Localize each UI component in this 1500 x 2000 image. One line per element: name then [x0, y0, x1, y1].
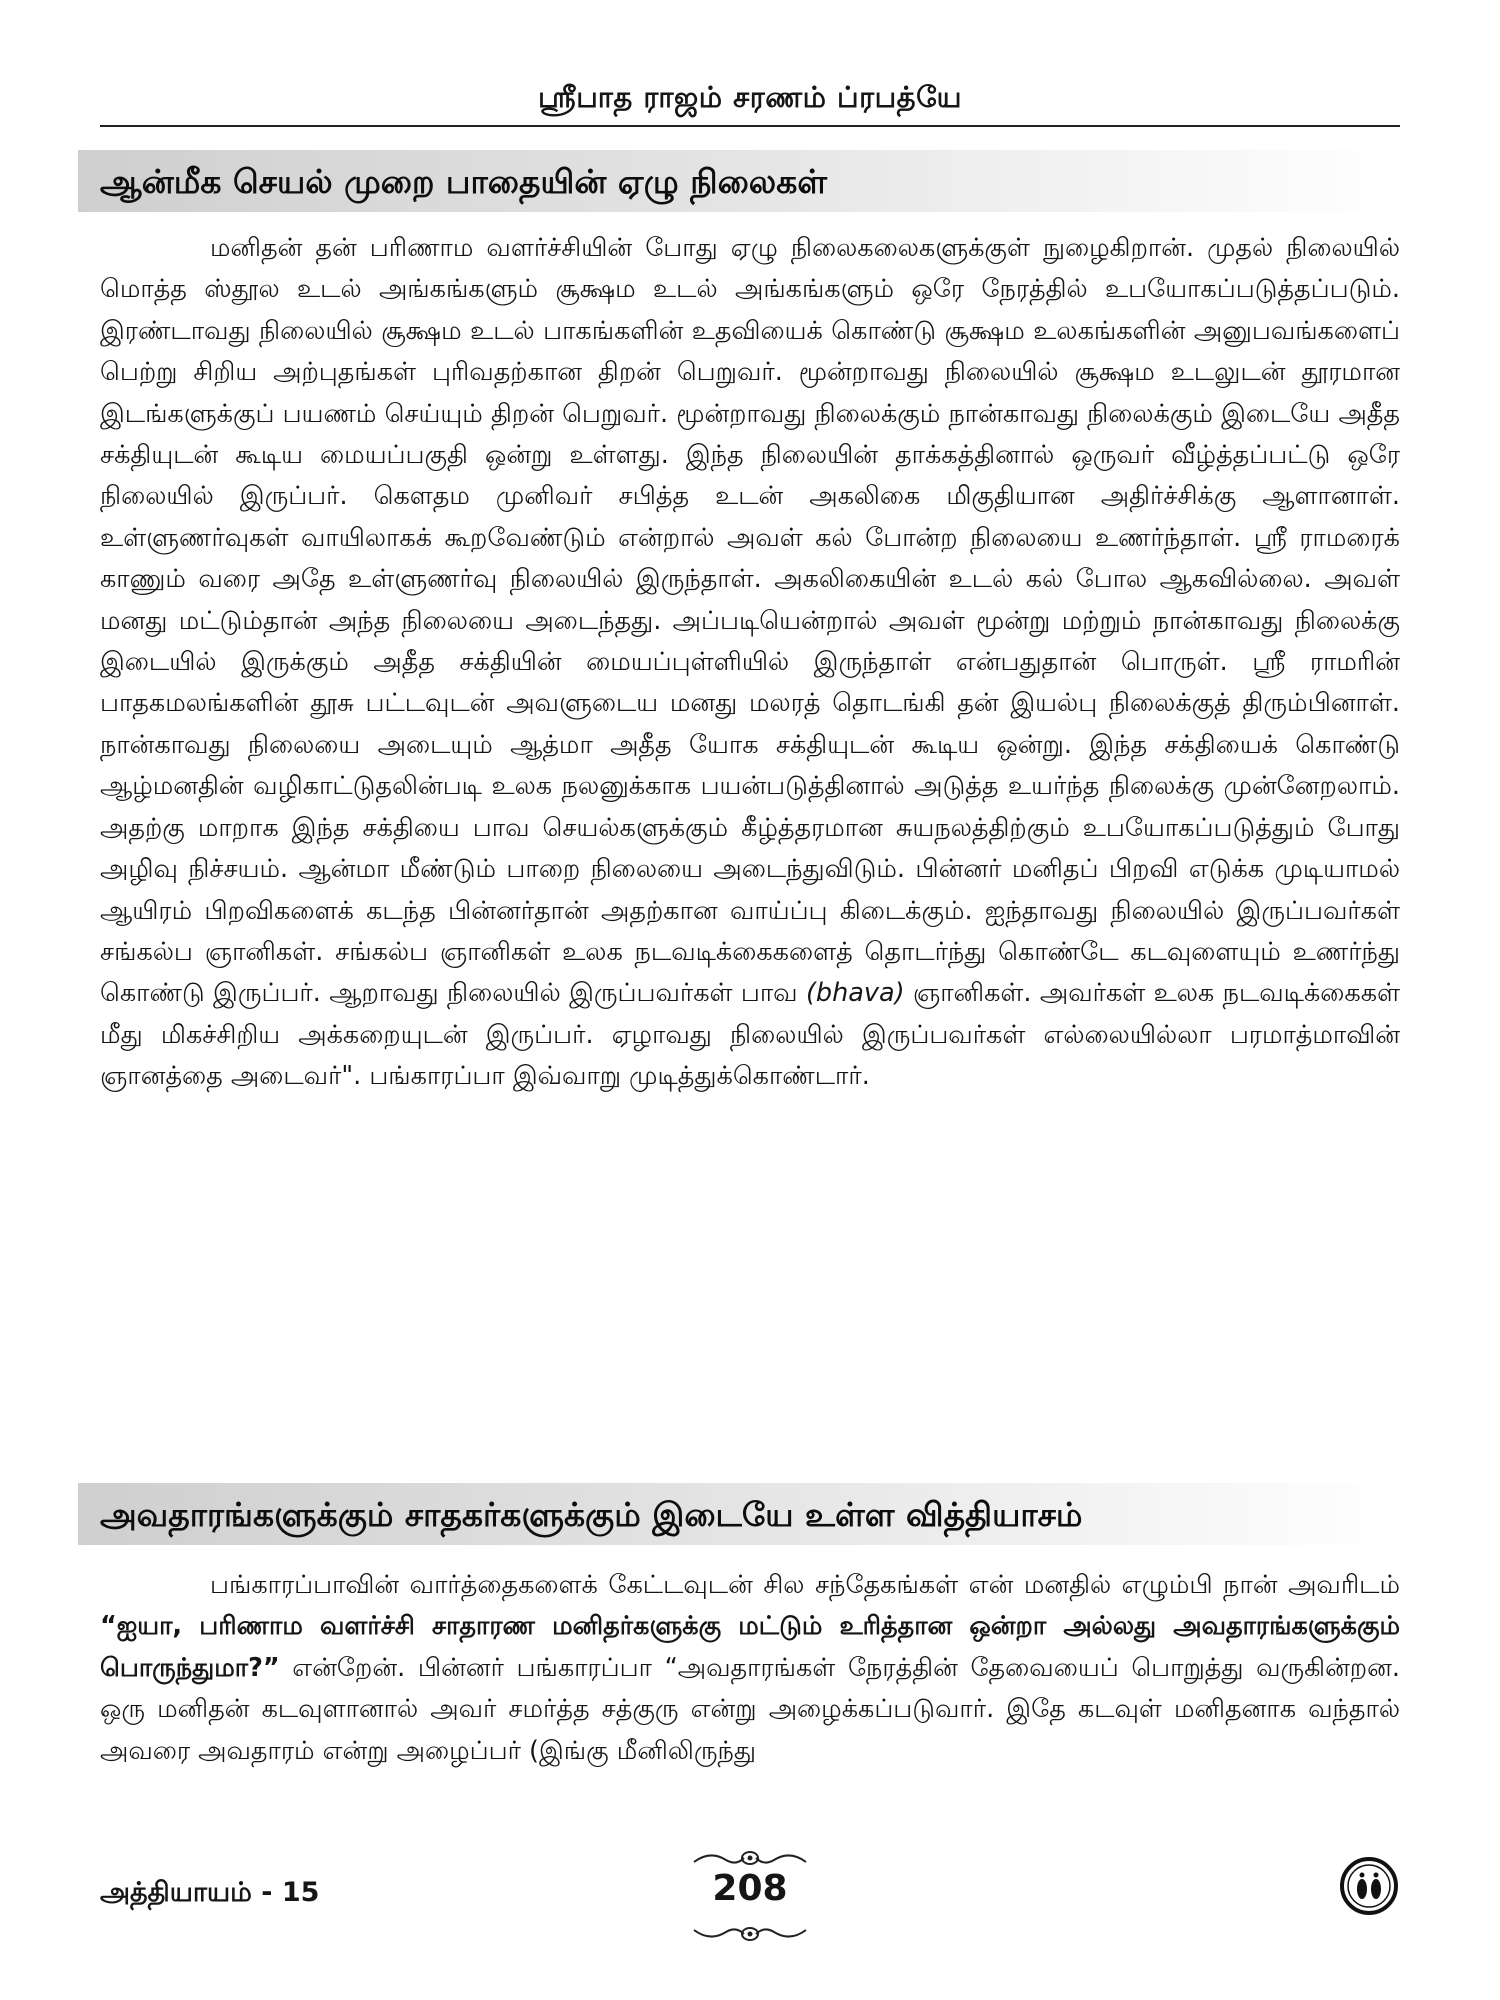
body-paragraph-avatars [100, 1565, 1400, 1772]
paragraph-text-end: என்றேன். பின்னர் பங்காரப்பா “அவதாரங்கள் நேரத்தின் தேவையைப் பொறுத்து வருகின்றன. ஒரு மனிதன் கடவுளானால் அவர் சமர்த்த சத்குரு என்று அழைக்கப்படுவார். இதே கடவுள் மனிதனாக வந்தால் அவரை அவதாரம் என்று அழைப்பர் (இங்கு மீனிலிருந்து [100, 1652, 1400, 1766]
scroll-ornament-icon [690, 1846, 810, 1870]
paragraph-text: மனிதன் தன் பரிணாம வளர்ச்சியின் போது ஏழு நிலைகலைகளுக்குள் நுழைகிறான். முதல் நிலையில் மொத்த ஸ்தூல உடல் அங்கங்களும் சூக்ஷம உடல் அங்கங்களும் ஒரே நேரத்தில் உபயோகப்படுத்தப்படும். இரண்டாவது நிலையில் சூக்ஷம உடல் பாகங்களின் உதவியைக் கொண்டு சூக்ஷம உலகங்களின் அனுபவங்களைப் பெற்று சிறிய அற்புதங்கள் புரிவதற்கான திறன் பெறுவர். மூன்றாவது நிலையில் சூக்ஷம உடலுடன் தூரமான இடங்களுக்குப் பயணம் செய்யும் திறன் பெறுவர். மூன்றாவது நிலைக்கும் நான்காவது நிலைக்கும் இடையே அதீத சக்தியுடன் கூடிய மையப்பகுதி ஒன்று உள்ளது. இந்த நிலையின் தாக்கத்தினால் ஒருவர் வீழ்த்தப்பட்டு ஒரே நிலையில் இருப்பர். கௌதம முனிவர் சபித்த உடன் அகலிகை மிகுதியான அதிர்ச்சிக்கு ஆளானாள். உள்ளுணர்வுகள் வாயிலாகக் கூறவேண்டும் என்றால் அவள் கல் போன்ற நிலையை உணர்ந்தாள். ஸ்ரீ ராமரைக் காணும் வரை அதே உள்ளுணர்வு நிலையில் இருந்தாள். அகலிகையின் உடல் கல் போல ஆகவில்லை. அவள் மனது மட்டும்தான் அந்த நிலையை அடைந்தது. அப்படியென்றால் அவள் மூன்று மற்றும் நான்காவது நிலைக்கு இடையில் இருக்கும் அதீத சக்தியின் மையப்புள்ளியில் இருந்தாள் என்பதுதான் பொருள். ஸ்ரீ ராமரின் பாதகமலங்களின் தூசு பட்டவுடன் அவளுடைய மனது மலரத் தொடங்கி தன் இயல்பு நிலைக்குத் திரும்பினாள். நான்காவது நிலையை அடையும் ஆத்மா அதீத யோக சக்தியுடன் கூடிய ஒன்று. இந்த சக்தியைக் கொண்டு ஆழ்மனதின் வழிகாட்டுதலின்படி உலக நலனுக்காக பயன்படுத்தினால் அடுத்த உயர்ந்த நிலைக்கு முன்னேறலாம். அதற்கு மாறாக இந்த சக்தியை பாவ செயல்களுக்கும் கீழ்த்தரமான சுயநலத்திற்கும் உபயோகப்படுத்தும் போது அழிவு நிச்சயம். ஆன்மா மீண்டும் பாறை நிலையை அடைந்துவிடும். பின்னர் மனிதப் பிறவி எடுக்க முடியாமல் ஆயிரம் பிறவிகளைக் கடந்த பின்னர்தான் அதற்கான வாய்ப்பு கிடைக்கும். ஐந்தாவது நிலையில் இருப்பவர்கள் சங்கல்ப ஞானிகள். சங்கல்ப ஞானிகள் உலக நடவடிக்கைகளைத் தொடர்ந்து கொண்டே கடவுளையும் உணர்ந்து கொண்டு இருப்பர். ஆறாவது நிலையில் இருப்பவர்கள் பாவ [100, 233, 1400, 1009]
section-heading-seven-stages [78, 150, 1398, 212]
bold-question: “ஐயா, பரிணாம வளர்ச்சி சாதாரண மனிதர்களுக்கு மட்டும் உரித்தான ஒன்றா அல்லது அவதாரங்களுக்கும் பொருந்துமா?” [100, 1611, 1400, 1683]
section-heading-text: ஆன்மீக செயல் முறை பாதையின் ஏழு நிலைகள் [100, 162, 828, 201]
footer-chapter-label: அத்தியாயம் - 15 [100, 1877, 320, 1908]
header-rule [100, 125, 1400, 127]
scroll-ornament-bottom-icon [690, 1922, 810, 1946]
body-paragraph-seven-stages [100, 228, 1400, 1098]
section-heading-avatars-vs-seekers [78, 1483, 1398, 1545]
paragraph-text: பங்காரப்பாவின் வார்த்தைகளைக் கேட்டவுடன் சில சந்தேகங்கள் என் மனதில் எழும்பி நான் அவரிடம் [210, 1570, 1400, 1600]
page-number: 208 [712, 1868, 788, 1909]
footprints-emblem-icon [1338, 1855, 1400, 1917]
running-header: ஸ்ரீபாத ராஜம் சரணம் ப்ரபத்யே [537, 80, 963, 114]
section-heading-text: அவதாரங்களுக்கும் சாதகர்களுக்கும் இடையே உள்ள வித்தியாசம் [100, 1495, 1083, 1534]
paragraph-text-end: ஞானிகள். அவர்கள் உலக நடவடிக்கைகள் மீது மிகச்சிறிய அக்கறையுடன் இருப்பர். ஏழாவது நிலையில் இருப்பவர்கள் எல்லையில்லா பரமாத்மாவின் ஞானத்தை அடைவர்". பங்காரப்பா இவ்வாறு முடித்துக்கொண்டார். [100, 978, 1401, 1092]
bhava-term: (bhava) [805, 978, 905, 1009]
